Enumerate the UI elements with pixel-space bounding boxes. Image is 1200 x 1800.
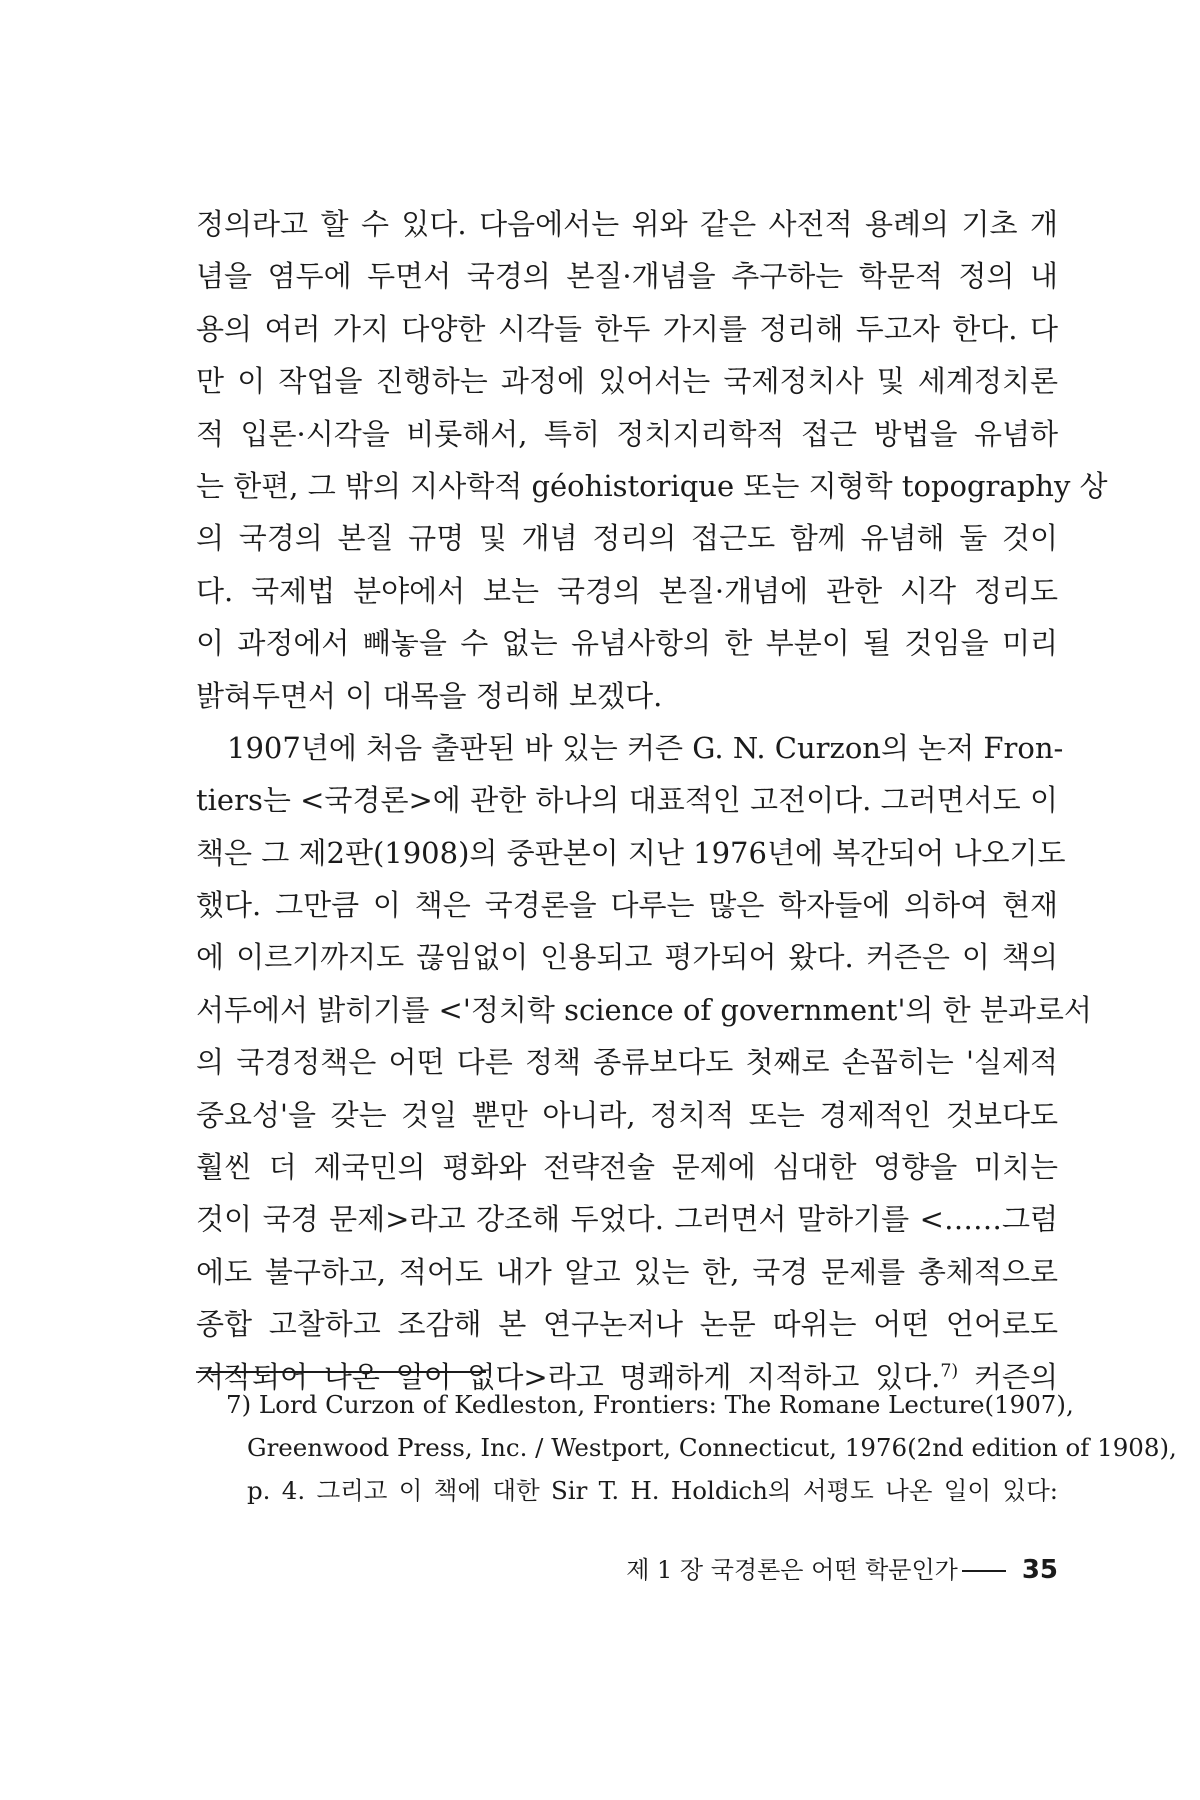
body-line: 것이 국경 문제>라고 강조해 두었다. 그러면서 말하기를 <……그럼 (196, 1202, 1058, 1237)
body-line: 에 이르기까지도 끊임없이 인용되고 평가되어 왔다. 커즌은 이 책의 (196, 940, 1058, 975)
body-line: 정의라고 할 수 있다. 다음에서는 위와 같은 사전적 용례의 기초 개 (196, 207, 1058, 241)
body-line: 적 입론·시각을 비롯해서, 특히 정치지리학적 접근 방법을 유념하 (196, 416, 1058, 451)
running-footer (626, 1550, 1058, 1590)
body-line: 중요성'을 갖는 것일 뿐만 아니라, 정치적 또는 경제적인 것보다도 (196, 1097, 1058, 1132)
body-line: 는 한편, 그 밖의 지사학적 géohistorique 또는 지형학 topography 상 (196, 468, 1108, 503)
body-line-text: 저작되어 나온 일이 없다>라고 명쾌하게 지적하고 있다. (196, 1359, 941, 1394)
footnote-line: 7) Lord Curzon of Kedleston, Frontiers: The Romane Lecture(1907), (226, 1390, 1074, 1419)
body-line: 훨씬 더 제국민의 평화와 전략전술 문제에 심대한 영향을 미치는 (196, 1150, 1058, 1185)
body-line: 다. 국제법 분야에서 보는 국경의 본질·개념에 관한 시각 정리도 (196, 573, 1058, 608)
body-line: 념을 염두에 두면서 국경의 본질·개념을 추구하는 학문적 정의 내 (196, 259, 1058, 294)
footnote-reference: 7) (940, 1360, 959, 1381)
footnote-divider (196, 1371, 486, 1373)
body-line: 에도 불구하고, 적어도 내가 알고 있는 한, 국경 문제를 총체적으로 (196, 1254, 1058, 1289)
body-line: 의 국경정책은 어떤 다른 정책 종류보다도 첫째로 손꼽히는 '실제적 (196, 1045, 1058, 1080)
body-line: 책은 그 제2판(1908)의 중판본이 지난 1976년에 복간되어 나오기도 (196, 835, 1066, 870)
body-line: 종합 고찰하고 조감해 본 연구논저나 논문 따위는 어떤 언어로도 (196, 1307, 1058, 1342)
footnote-block (226, 1383, 1177, 1512)
body-line: 서두에서 밝히기를 <'정치학 science of government'의 한 분과로서 (196, 992, 1092, 1027)
footnote-line: p. 4. 그리고 이 책에 대한 Sir T. H. Holdich의 서평도 나온 일이 있다: (247, 1476, 1058, 1505)
body-line-text: 커즌의 (973, 1359, 1059, 1394)
body-line: 이 과정에서 빼놓을 수 없는 유념사항의 한 부분이 될 것임을 미리 (196, 626, 1058, 661)
chapter-title: 제 1 장 국경론은 어떤 학문인가 (626, 1556, 958, 1584)
footer-dash (962, 1570, 1006, 1572)
body-line: 만 이 작업을 진행하는 과정에 있어서는 국제정치사 및 세계정치론 (196, 364, 1058, 399)
body-line: 용의 여러 가지 다양한 시각들 한두 가지를 정리해 두고자 한다. 다 (196, 311, 1058, 346)
body-line: 했다. 그만큼 이 책은 국경론을 다루는 많은 학자들에 의하여 현재 (196, 888, 1058, 923)
body-line: 1907년에 처음 출판된 바 있는 커즌 G. N. Curzon의 논저 Fron- (227, 730, 1064, 765)
footnote-line: Greenwood Press, Inc. / Westport, Connecticut, 1976(2nd edition of 1908), (247, 1433, 1177, 1462)
page-number: 35 (1021, 1555, 1058, 1585)
body-line: 밝혀두면서 이 대목을 정리해 보겠다. (196, 678, 663, 713)
body-line: tiers는 <국경론>에 관한 하나의 대표적인 고전이다. 그러면서도 이 (196, 783, 1058, 818)
body-line: 의 국경의 본질 규명 및 개념 정리의 접근도 함께 유념해 둘 것이 (196, 521, 1058, 556)
body-text (196, 198, 1108, 1403)
